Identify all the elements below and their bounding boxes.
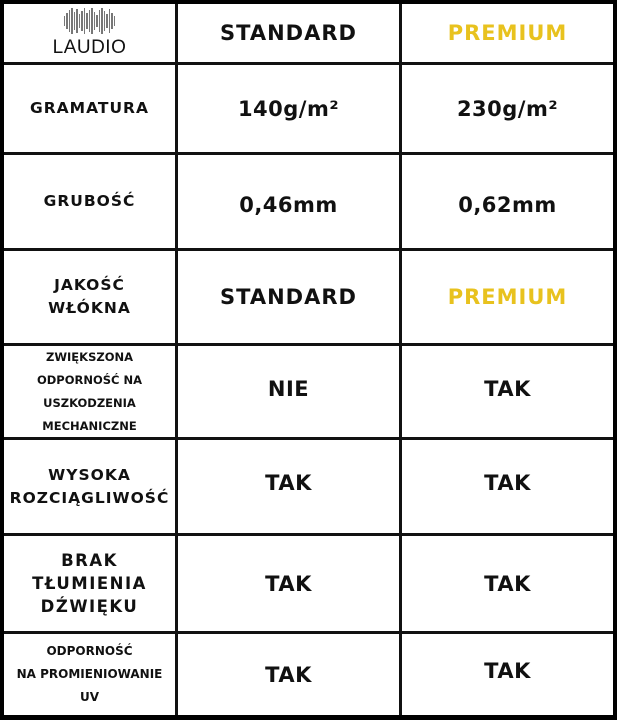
premium-rozciagliwosc: TAK — [484, 471, 531, 495]
standard-grubosc: 0,46mm — [239, 193, 338, 217]
row-label-tlumienie: BRAK TŁUMIENIA DŹWIĘKU — [32, 551, 147, 616]
premium-gramatura: 230g/m² — [456, 96, 559, 121]
logo-cell — [4, 4, 175, 62]
standard-tlumienie: TAK — [265, 571, 312, 596]
row-label-grubosc: GRUBOŚĆ — [43, 192, 136, 210]
standard-odpornosc-uv: TAK — [265, 662, 312, 687]
standard-rozciagliwosc: TAK — [265, 471, 312, 495]
sound-wave-icon — [64, 7, 116, 35]
row-label-odpornosc-mechaniczna: ZWIĘKSZONA ODPORNOŚĆ NA USZKODZENIA MECHANICZNE — [36, 349, 143, 433]
row-label-jakosc-wlokna: JAKOŚĆ WŁÓKNA — [48, 276, 131, 317]
header-premium: PREMIUM — [447, 21, 568, 45]
header-standard: STANDARD — [220, 21, 357, 45]
row-label-odpornosc-uv: ODPORNOŚĆ NA PROMIENIOWANIE UV — [16, 644, 163, 704]
logo-text: LAUDIO — [52, 37, 127, 58]
premium-odpornosc-uv: TAK — [484, 659, 531, 683]
standard-jakosc-wlokna: STANDARD — [220, 285, 357, 309]
standard-gramatura: 140g/m² — [237, 96, 340, 121]
standard-odpornosc-mechaniczna: NIE — [267, 377, 310, 401]
premium-odpornosc-mechaniczna: TAK — [484, 377, 531, 401]
premium-jakosc-wlokna: PREMIUM — [447, 285, 568, 309]
premium-grubosc: 0,62mm — [458, 193, 557, 217]
premium-tlumienie: TAK — [484, 571, 531, 596]
logo — [53, 7, 127, 59]
row-label-gramatura: GRAMATURA — [30, 99, 149, 117]
row-label-rozciagliwosc: WYSOKA ROZCIĄGLIWOŚĆ — [9, 465, 170, 507]
